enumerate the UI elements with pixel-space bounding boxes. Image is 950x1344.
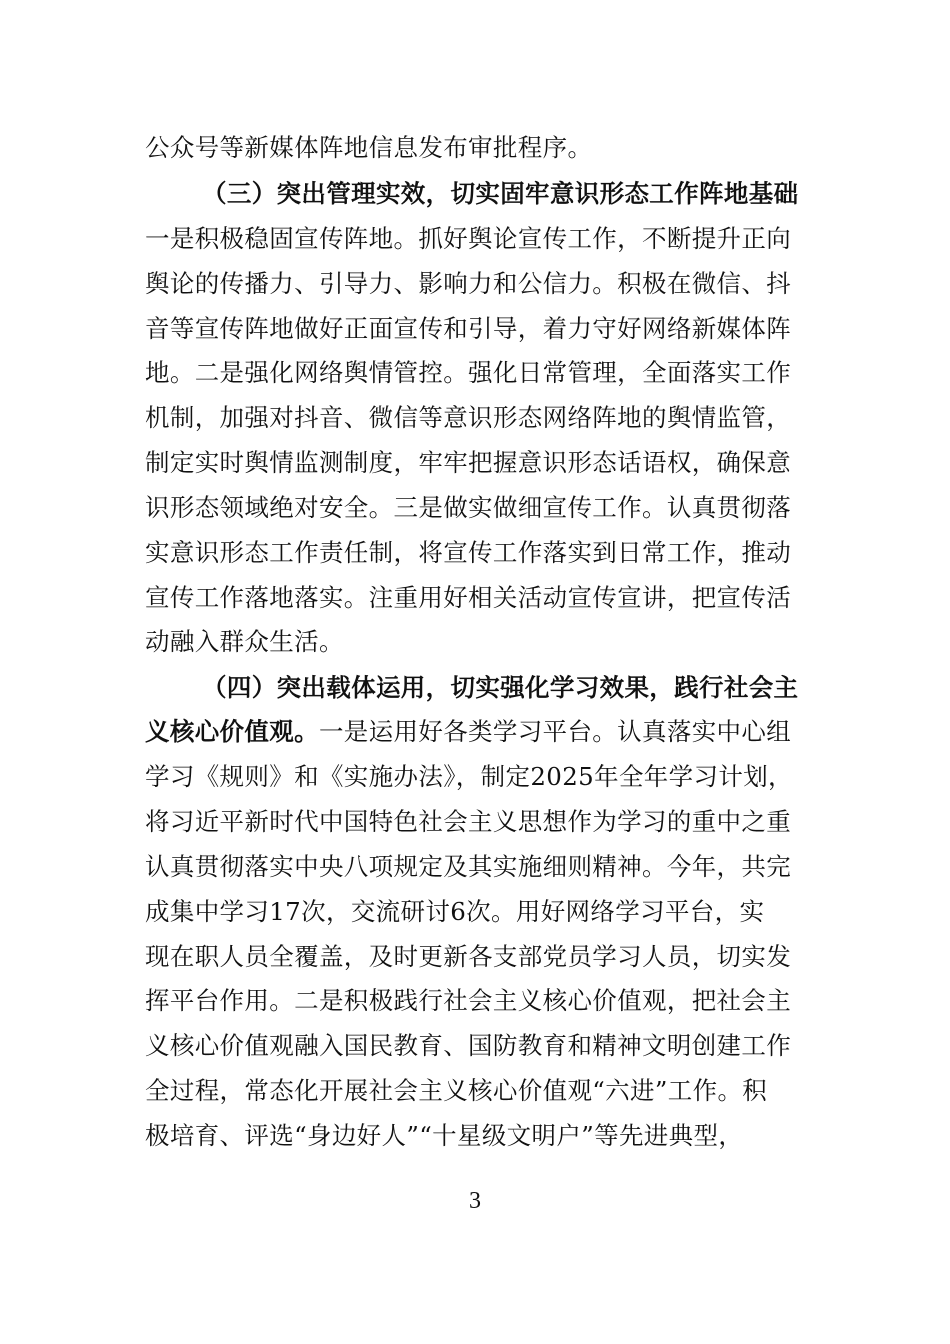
text-line: 一是积极稳固宣传阵地。抓好舆论宣传工作，不断提升正向 [145,224,792,253]
text-line: 地。二是强化网络舆情管控。强化日常管理，全面落实工作 [145,358,792,387]
text-line: 实意识形态工作责任制，将宣传工作落实到日常工作，推动 [145,538,792,567]
section-heading-4: （四）突出载体运用，切实强化学习效果，践行社会主 [202,673,799,702]
text-line: 挥平台作用。二是积极践行社会主义核心价值观，把社会主 [145,986,792,1015]
text-line: 学习《规则》和《实施办法》，制定2025年全年学习计划， [145,762,793,791]
section-heading-3: （三）突出管理实效，切实固牢意识形态工作阵地基础 [202,179,799,208]
text-line-continued: 一是运用好各类学习平台。认真落实中心组 [318,717,792,746]
text-line: 认真贯彻落实中央八项规定及其实施细则精神。今年，共完 [145,852,792,881]
text-line: 成集中学习17次，交流研讨6次。用好网络学习平台，实 [145,897,765,926]
section-heading-4-continued: 义核心价值观。 [145,717,319,746]
text-line: 音等宣传阵地做好正面宣传和引导，着力守好网络新媒体阵 [145,314,792,343]
text-line: 宣传工作落地落实。注重用好相关活动宣传宣讲，把宣传活 [145,583,792,612]
text-line: 舆论的传播力、引导力、影响力和公信力。积极在微信、抖 [145,269,792,298]
text-line [145,710,825,754]
page-number: 3 [469,1188,481,1214]
text-line: 现在职人员全覆盖，及时更新各支部党员学习人员，切实发 [145,942,792,971]
text-line: 识形态领域绝对安全。三是做实做细宣传工作。认真贯彻落 [145,493,792,522]
text-line: 极培育、评选“身边好人”“十星级文明户”等先进典型， [145,1121,744,1150]
text-line: 制定实时舆情监测制度，牢牢把握意识形态话语权，确保意 [145,448,792,477]
text-line: 动融入群众生活。 [145,627,344,656]
text-line: 义核心价值观融入国民教育、国防教育和精神文明创建工作 [145,1031,792,1060]
text-line: 全过程，常态化开展社会主义核心价值观“六进”工作。积 [145,1076,768,1105]
text-line: 将习近平新时代中国特色社会主义思想作为学习的重中之重 [145,807,792,836]
text-line: 公众号等新媒体阵地信息发布审批程序。 [145,133,593,162]
text-line: 机制，加强对抖音、微信等意识形态网络阵地的舆情监管， [145,403,792,432]
